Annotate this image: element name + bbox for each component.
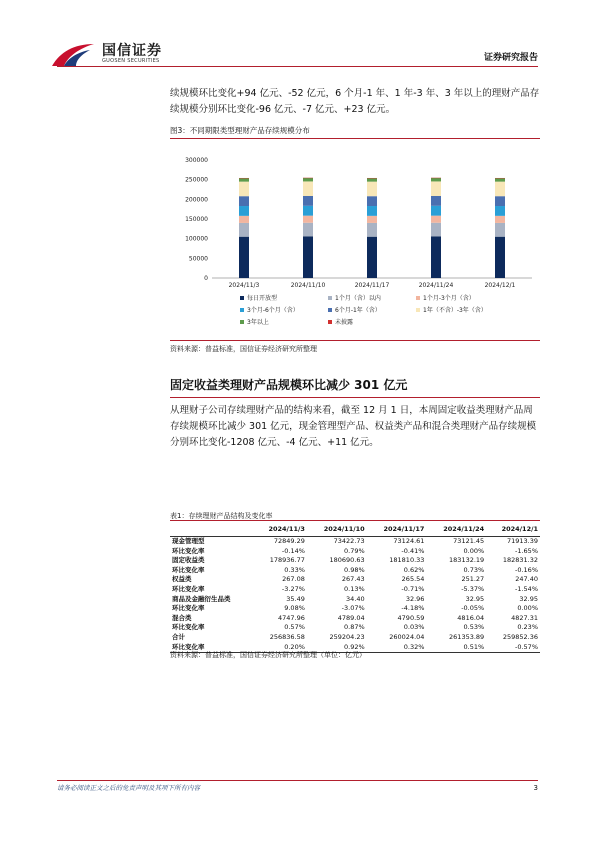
table-row [170, 604, 540, 614]
table-row [170, 537, 540, 547]
bar-segment [367, 237, 377, 278]
table-cell: -0.57% [486, 643, 540, 653]
table-cell: 73124.61 [393, 537, 425, 545]
table-row-label: 合计 [172, 632, 185, 641]
table-row-label: 环比变化率 [172, 604, 205, 613]
table-row-label: 权益类 [172, 575, 192, 584]
bar-segment [239, 206, 249, 216]
table-row [170, 585, 540, 595]
bar-segment [367, 216, 377, 223]
bar-segment [239, 237, 249, 278]
table-cell: 0.13% [344, 584, 365, 593]
table-cell: 35.49 [286, 594, 305, 603]
legend-label: 1个月（含）以内 [335, 295, 381, 302]
bar-segment [367, 196, 377, 206]
bar-segment [303, 181, 313, 196]
table-cell: 267.43 [341, 575, 365, 584]
legend-swatch [416, 296, 420, 300]
table-cell: 32.95 [519, 594, 538, 603]
table-header-cell: 2024/11/17 [367, 522, 427, 537]
table-row [170, 595, 540, 605]
table-row-label: 现金管理型 [172, 537, 205, 545]
table-row-label: 固定收益类 [172, 556, 205, 565]
bar-segment [239, 216, 249, 223]
table-header-cell: 2024/11/10 [307, 522, 367, 537]
bar-segment [495, 216, 505, 223]
y-tick-label: 0 [204, 275, 208, 282]
table-cell: 259204.23 [329, 632, 365, 641]
table-row [170, 566, 540, 576]
table-cell: 9.08% [284, 604, 305, 613]
table-cell: 182831.32 [502, 556, 538, 565]
report-type: 证券研究报告 [483, 53, 538, 63]
legend-swatch [240, 296, 244, 300]
x-tick-label: 2024/12/1 [484, 282, 516, 289]
figure-title: 图3：不同期限类型理财产品存续规模分布 [170, 126, 310, 135]
table-cell: 180690.63 [329, 556, 365, 565]
table-cell: 32.95 [465, 594, 485, 603]
bar-segment [495, 237, 505, 278]
y-tick-label: 150000 [185, 216, 208, 223]
table-cell: 0.62% [403, 565, 425, 574]
table-cell: 0.33% [284, 565, 305, 574]
bar-segment [367, 223, 377, 237]
footer-divider [57, 780, 538, 781]
bar-segment [303, 216, 313, 223]
legend-swatch [328, 308, 332, 312]
bar-segment [367, 206, 377, 216]
bar-segment [495, 182, 505, 197]
bar-segment [431, 223, 441, 237]
bar-segment [367, 178, 377, 182]
legend-label: 6个月-1年（含） [335, 307, 381, 314]
table-cell: -3.07% [341, 604, 365, 613]
footer-disclaimer: 请务必阅读正文之后的免责声明及其项下所有内容 [57, 784, 200, 792]
table-cell: -5.37% [461, 584, 485, 593]
bar-segment [303, 196, 313, 206]
legend-label: 每日开放型 [247, 295, 278, 302]
table-row [170, 547, 540, 557]
legend-label: 1年（不含）-3年（含） [423, 307, 487, 314]
table-cell: 0.92% [307, 643, 367, 653]
table-cell: 181810.33 [389, 556, 425, 565]
table-cell: -0.16% [515, 565, 538, 574]
table-cell: 32.96 [405, 594, 425, 603]
guosen-logo-icon [50, 42, 96, 68]
table-cell: -0.71% [401, 584, 425, 593]
table-row-label: 商品及金融衍生品类 [172, 594, 231, 603]
table-row [170, 614, 540, 624]
legend-item [328, 293, 381, 302]
table-row [170, 556, 540, 566]
brand-name-en: GUOSEN SECURITIES [102, 58, 160, 64]
bar-segment [431, 178, 441, 182]
legend-label: 未披露 [335, 319, 354, 326]
structure-table [170, 522, 540, 653]
page-number: 3 [533, 784, 538, 792]
table-cell: 4816.04 [457, 613, 485, 622]
table-cell: 260024.04 [389, 632, 425, 641]
table-cell: 265.54 [401, 575, 425, 584]
table-row-label: 环比变化率 [172, 584, 205, 593]
bar-segment [303, 237, 313, 278]
y-tick-label: 200000 [185, 196, 208, 204]
table-cell: 71913.39 [506, 537, 538, 545]
table-row [170, 575, 540, 585]
table-cell: 0.73% [463, 565, 485, 574]
bar-segment [239, 196, 249, 206]
table-cell: -1.65% [515, 546, 538, 555]
bar-segment [303, 223, 313, 237]
table-cell: 0.79% [344, 546, 365, 555]
table-header-cell [170, 522, 253, 537]
table-row-label: 环比变化率 [172, 546, 205, 555]
table-cell: -3.27% [281, 584, 305, 593]
section-paragraph: 从理财子公司存续理财产品的结构来看，截至 12 月 1 日，本周固定收益类理财产品周存续规模环比减少 301 亿元，现金管理型产品、权益类产品和混合类理财产品存续规模分别环比变化-1208 亿元、-4 亿元、+11 亿元。 [170, 405, 537, 448]
table-cell: 4790.59 [397, 613, 425, 622]
table-cell: -0.14% [281, 546, 305, 555]
table-top-rule [170, 520, 540, 521]
table-row [170, 623, 540, 633]
bar-segment [303, 206, 313, 216]
table-cell: 0.32% [367, 643, 427, 653]
legend-item [240, 305, 299, 314]
x-tick-label: 2024/11/17 [354, 282, 390, 289]
table-row-label: 环比变化率 [172, 623, 205, 632]
table-row-label: 环比变化率 [170, 643, 253, 653]
x-tick-label: 2024/11/3 [228, 282, 260, 289]
y-tick-label: 300000 [185, 157, 208, 164]
table-cell: 0.00% [517, 604, 538, 613]
table-cell: 259852.36 [502, 632, 538, 641]
table-cell: 256836.58 [269, 632, 305, 641]
chart-legend [240, 293, 540, 333]
bar-segment [367, 182, 377, 197]
y-tick-label: 100000 [185, 235, 208, 243]
legend-label: 3年以上 [247, 319, 269, 326]
header-divider [57, 66, 538, 67]
stacked-bar-chart [170, 148, 540, 293]
table-cell: 0.51% [426, 643, 486, 653]
legend-label: 3个月-6个月（含） [247, 307, 299, 314]
table-cell: 0.57% [284, 623, 305, 632]
table-cell: -0.41% [401, 546, 425, 555]
table-cell: 0.98% [344, 565, 365, 574]
legend-swatch [328, 320, 332, 324]
table-header-cell: 2024/11/3 [253, 522, 307, 537]
table-cell: 251.27 [461, 575, 485, 584]
bar-segment [239, 178, 249, 182]
section-rule [170, 397, 540, 398]
bar-segment [495, 223, 505, 237]
table-row-label: 混合类 [172, 613, 192, 622]
bar-segment [495, 206, 505, 216]
table-cell: -1.54% [515, 584, 538, 593]
table-cell: 0.00% [463, 546, 485, 555]
figure-top-rule [170, 138, 540, 139]
y-tick-label: 50000 [188, 255, 208, 263]
legend-swatch [416, 308, 420, 312]
table-cell: 4827.31 [511, 613, 538, 622]
legend-item [328, 305, 381, 314]
table-cell: -4.18% [401, 604, 425, 613]
bar-segment [495, 196, 505, 206]
table-cell: 0.87% [344, 623, 365, 632]
table-cell: 4747.96 [278, 613, 305, 622]
table-header-row [170, 522, 540, 537]
table-cell: 178936.77 [269, 556, 305, 565]
table-cell: 247.40 [515, 575, 538, 584]
table-cell: 183132.19 [449, 556, 485, 565]
intro-paragraph: 续规模环比变化+94 亿元、-52 亿元，6 个月-1 年、1 年-3 年、3 年以上的理财产品存续规模分别环比变化-96 亿元、-7 亿元、+23 亿元。 [170, 88, 540, 115]
table-row [170, 633, 540, 643]
bar-segment [239, 182, 249, 197]
legend-label: 1个月-3个月（含） [423, 295, 475, 302]
brand-name-cn: 国信证券 [102, 43, 162, 59]
legend-item [416, 293, 475, 302]
legend-item [328, 317, 353, 326]
legend-swatch [240, 320, 244, 324]
bar-segment [431, 237, 441, 278]
legend-swatch [328, 296, 332, 300]
table-cell: 267.08 [282, 575, 305, 584]
legend-swatch [240, 308, 244, 312]
bar-segment [431, 216, 441, 223]
table-cell: -0.05% [461, 604, 485, 613]
bar-segment [431, 181, 441, 196]
bar-segment [303, 178, 313, 182]
legend-item [240, 293, 277, 302]
table-cell: 0.53% [463, 623, 485, 632]
bar-segment [239, 223, 249, 237]
bar-segment [431, 196, 441, 206]
table-source: 资料来源：普益标准，国信证券经济研究所整理（单位：亿元） [170, 651, 366, 659]
legend-item [240, 317, 269, 326]
bar-segment [495, 178, 505, 182]
table-row-label: 环比变化率 [172, 565, 205, 574]
figure-bottom-rule [170, 340, 540, 341]
table-title: 表1：存续理财产品结构及变化率 [170, 512, 273, 520]
figure-source: 资料来源：普益标准，国信证券经济研究所整理 [170, 345, 317, 353]
table-header-cell: 2024/11/24 [426, 522, 486, 537]
table-cell: 34.40 [346, 594, 365, 603]
y-tick-label: 250000 [185, 176, 208, 184]
section-title: 固定收益类理财产品规模环比减少 301 亿元 [170, 378, 408, 392]
table-cell: 73121.45 [453, 537, 485, 545]
table-header-cell: 2024/12/1 [486, 522, 540, 537]
table-cell: 0.03% [403, 623, 425, 632]
x-tick-label: 2024/11/24 [418, 282, 454, 289]
table-cell: 73422.73 [333, 537, 365, 545]
table-cell: 4789.04 [337, 613, 365, 622]
x-tick-label: 2024/11/10 [290, 282, 326, 289]
bar-segment [431, 206, 441, 216]
table-cell: 72849.29 [273, 537, 305, 545]
legend-item [416, 305, 487, 314]
table-cell: 0.20% [253, 643, 307, 653]
table-cell: 0.23% [517, 623, 538, 632]
table-cell: 261353.89 [449, 632, 485, 641]
